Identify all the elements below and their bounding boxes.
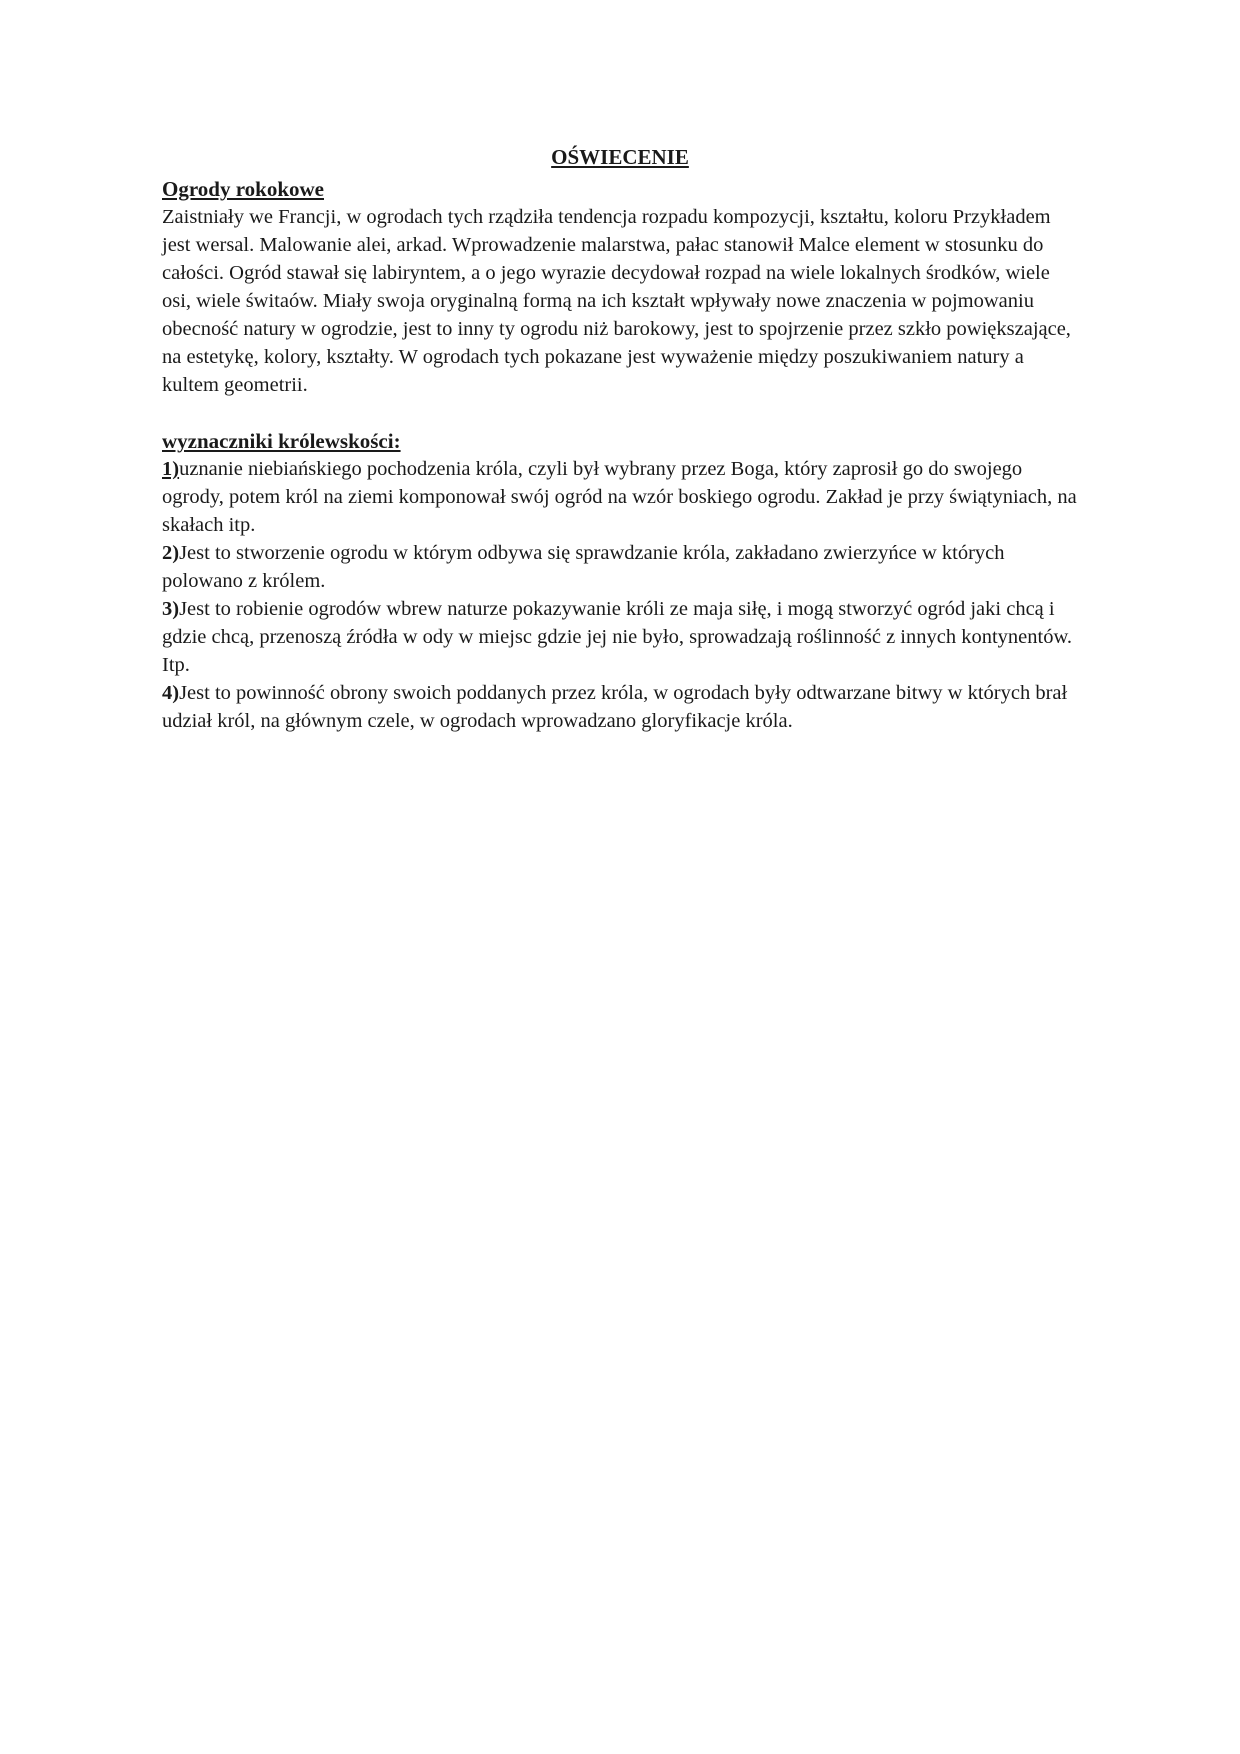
list-item bbox=[162, 455, 1078, 539]
list-item bbox=[162, 539, 1078, 595]
list-item bbox=[162, 679, 1078, 735]
list-item-text: Jest to robienie ogrodów wbrew naturze pokazywanie króli ze maja siłę, i mogą stworzyć ogród jaki chcą i gdzie chcą, przenoszą źródła w ody w miejsc gdzie jej nie było, sprowadzają roślinność z innych kontynentów. Itp. bbox=[162, 598, 1073, 676]
section-heading-royalty-determinants: wyznaczniki królewskości: bbox=[162, 429, 401, 453]
rococo-gardens-paragraph: Zaistniały we Francji, w ogrodach tych rządziła tendencja rozpadu kompozycji, kształtu, koloru Przykładem jest wersal. Malowanie alei, arkad. Wprowadzenie malarstwa, pałac stanowił Malce element w stosunku do całości. Ogród stawał się labiryntem, a o jego wyrazie decydował rozpad na wiele lokalnych środków, wiele osi, wiele świtaów. Miały swoja oryginalną formą na ich kształt wpływały nowe znaczenia w pojmowaniu obecność natury w ogrodzie, jest to inny ty ogrodu niż barokowy, jest to spojrzenie przez szkło powiększające, na estetykę, kolory, kształty. W ogrodach tych pokazane jest wyważenie między poszukiwaniem natury a kultem geometrii. bbox=[162, 206, 1071, 396]
list-item-number: 1) bbox=[162, 458, 180, 480]
document-title: OŚWIECENIE bbox=[551, 145, 689, 169]
list-item-number: 3) bbox=[162, 598, 180, 620]
list-item-number: 2) bbox=[162, 542, 180, 564]
list-item bbox=[162, 595, 1078, 679]
list-item-text: Jest to powinność obrony swoich poddanych przez króla, w ogrodach były odtwarzane bitwy w których brał udział król, na głównym czele, w ogrodach wprowadzano gloryfikacje króla. bbox=[162, 682, 1068, 732]
list-item-text: Jest to stworzenie ogrodu w którym odbywa się sprawdzanie króla, zakładano zwierzyńce w których polowano z królem. bbox=[162, 542, 1005, 592]
section-heading-rococo-gardens: Ogrody rokokowe bbox=[162, 177, 324, 201]
list-item-number: 4) bbox=[162, 682, 180, 704]
document-body bbox=[162, 143, 1078, 735]
list-item-text: uznanie niebiańskiego pochodzenia króla, czyli był wybrany przez Boga, który zaprosił go do swojego ogrody, potem król na ziemi komponował swój ogród na wzór boskiego ogrodu. Zakład je przy świątyniach, na skałach itp. bbox=[162, 458, 1077, 536]
paragraph-spacer bbox=[162, 399, 1078, 427]
